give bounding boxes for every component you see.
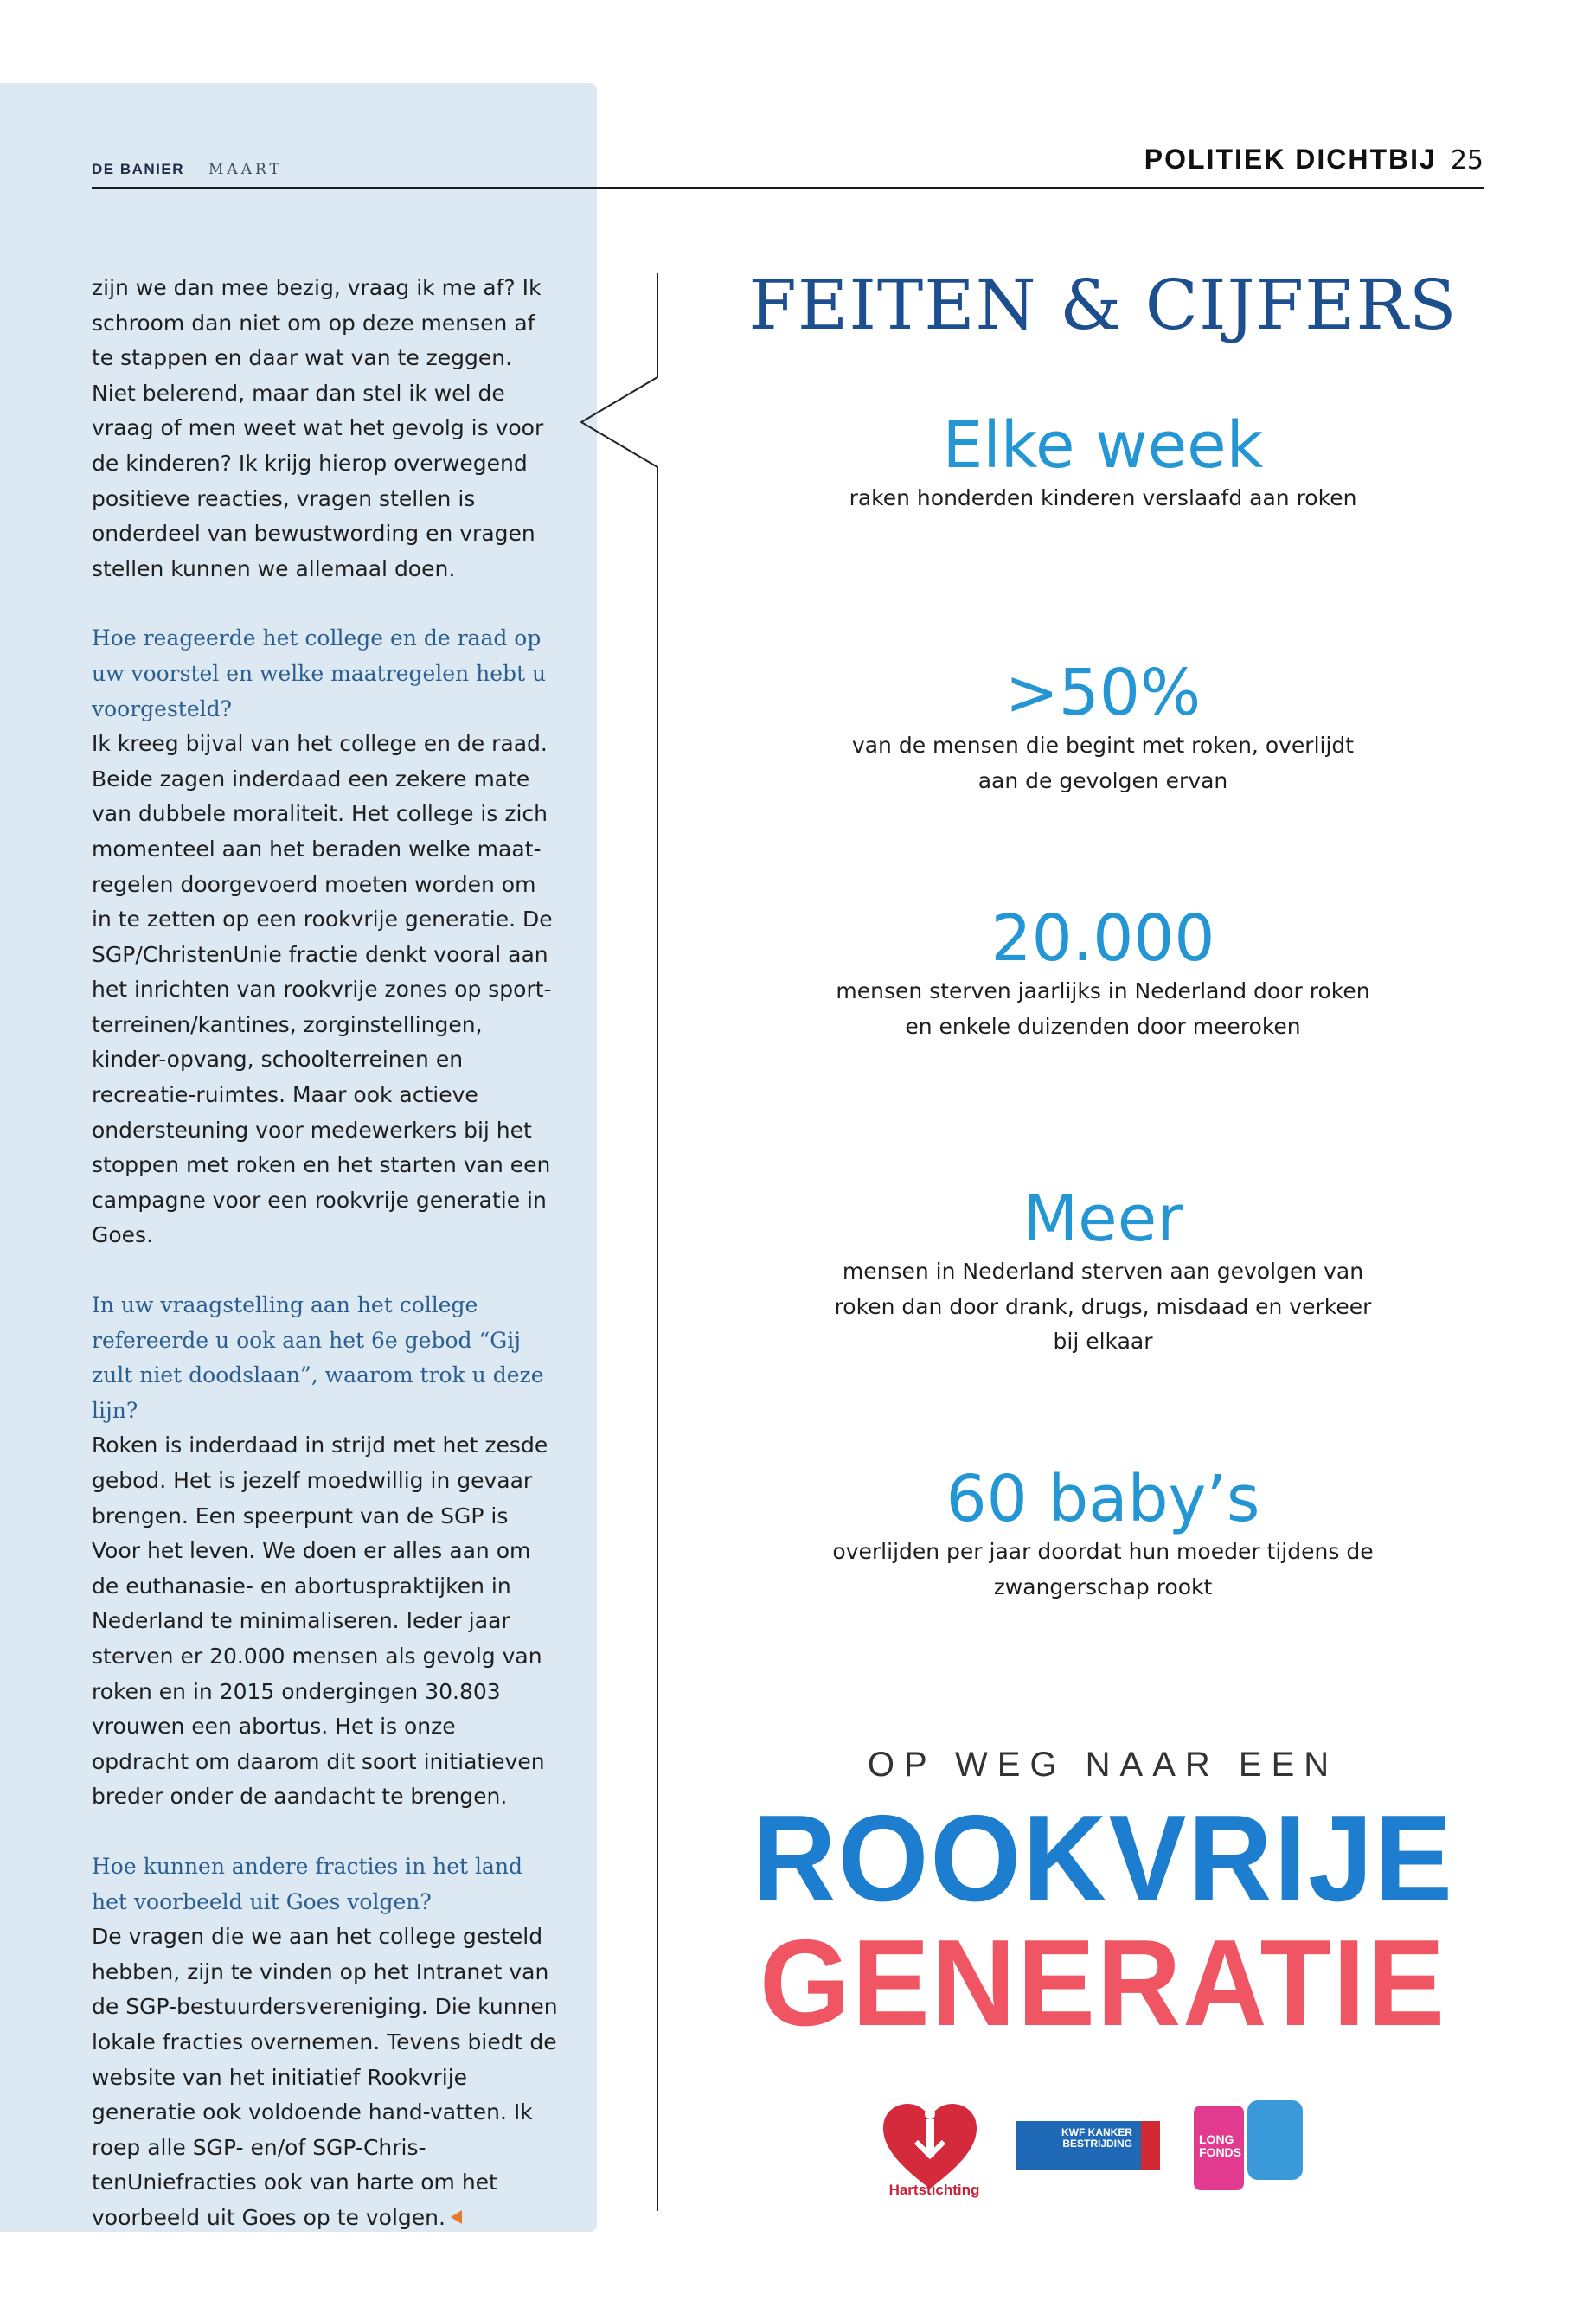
fact-item	[830, 410, 1375, 516]
issue-month: MAART	[208, 161, 283, 178]
fact-text: mensen sterven jaarlijks in Nederland door roken en enkele duizenden door meeroken	[836, 978, 1370, 1039]
answer-1: Ik kreeg bijval van het college en de raad. Beide zagen inderdaad een zekere mate van dubbele moraliteit. Het college is zich momenteel aan het beraden welke maat-regelen doorgevoerd moeten worden om in te zetten op een rookvrije generatie. De SGP/ChristenUnie fractie denkt vooral aan het inrichten van rookvrije zones op sport-terreinen/kantines, zorginstellingen, kinder-opvang, schoolterreinen en recreatie-ruimtes. Maar ook actieve ondersteuning voor medewerkers bij het stoppen met roken en het starten van een campagne voor een rookvrije generatie in Goes.	[92, 731, 553, 1248]
fact-text: mensen in Nederland sterven aan gevolgen van roken dan door drank, drugs, misdaad en verkeer bij elkaar	[834, 1259, 1372, 1355]
hartstichting-label: Hartstichting	[888, 2182, 980, 2198]
question-1: Hoe reageerde het college en de raad op uw voorstel en welke maatregelen hebt u voorgesteld?	[92, 625, 547, 721]
hartstichting-heart-icon	[878, 2099, 982, 2194]
header-rule	[92, 187, 1484, 189]
poster-title-line2: GENERATIE	[759, 1914, 1447, 2052]
masthead	[92, 161, 283, 178]
fact-headline: Elke week	[942, 408, 1264, 483]
rookvrije-generatie-poster	[727, 1701, 1479, 2211]
fact-headline: 60 baby’s	[945, 1462, 1260, 1536]
answer-3	[92, 1920, 559, 2235]
fact-headline: Meer	[1022, 1182, 1183, 1256]
fact-item	[830, 903, 1375, 1044]
page-number: 25	[1450, 145, 1484, 176]
fact-headline: >50%	[1004, 656, 1202, 730]
poster-subtitle: OP WEG NAAR EEN	[867, 1746, 1339, 1784]
question-2: In uw vraagstelling aan het college refereerde u ook aan het 6e gebod “Gij zult niet doodslaan”, waarom trok u deze lijn?	[92, 1292, 544, 1423]
article-intro: zijn we dan mee bezig, vraag ik me af? Ik schroom dan niet om op deze mensen af te stappen en daar wat van te zeggen. Niet belerend, maar dan stel ik wel de vraag of men weet wat het gevolg is voor de kinderen? Ik krijg hierop overwegend positieve reacties, vragen stellen is onderdeel van bewustwording en vragen stellen kunnen we allemaal doen.	[92, 275, 544, 581]
article-column	[92, 271, 559, 2235]
question-3: Hoe kunnen andere fracties in het land het voorbeeld uit Goes volgen?	[92, 1853, 523, 1914]
facts-title: FEITEN & CIJFERS	[748, 265, 1458, 345]
end-of-article-icon	[451, 2210, 462, 2224]
bracket-divider	[578, 273, 664, 2211]
fact-item	[830, 657, 1375, 798]
answer-2: Roken is inderdaad in strijd met het zesde gebod. Het is jezelf moedwillig in gevaar brengen. Een speerpunt van de SGP is Voor het leven. We doen er alles aan om de euthanasie- en abortuspraktijken in Nederland te minimaliseren. Ieder jaar sterven er 20.000 mensen als gevolg van roken en in 2015 ondergingen 30.803 vrouwen een abortus. Het is onze opdracht om daarom dit soort initiatieven breder onder de aandacht te brengen.	[92, 1433, 548, 1810]
section-header	[1144, 144, 1484, 176]
fact-text: overlijden per jaar doordat hun moeder tijdens de zwangerschap rookt	[832, 1539, 1374, 1599]
section-title: POLITIEK DICHTBIJ	[1144, 144, 1437, 175]
longfonds-label: LONG FONDS	[1199, 2132, 1241, 2159]
fact-item	[830, 1464, 1375, 1605]
fact-text: raken honderden kinderen verslaafd aan roken	[849, 485, 1357, 510]
poster-title-line1: ROOKVRIJE	[752, 1790, 1454, 1927]
answer-3-text: De vragen die we aan het college gesteld hebben, zijn te vinden op het Intranet van de SGP-bestuurdersvereniging. Die kunnen lokale fracties overnemen. Tevens biedt de website van het initiatief Rookvrije generatie ook voldoende hand-vatten. Ik roep alle SGP- en/of SGP-Chris-tenUniefracties ook van harte om het voorbeeld uit Goes op te volgen.	[92, 1924, 558, 2230]
publication-name: DE BANIER	[92, 161, 185, 177]
kwf-logo: KWF KANKER BESTRIJDING	[1016, 2121, 1160, 2170]
fact-text: van de mensen die begint met roken, overlijdt aan de gevolgen ervan	[851, 733, 1355, 793]
fact-headline: 20.000	[990, 901, 1215, 976]
fact-item	[830, 1183, 1375, 1360]
